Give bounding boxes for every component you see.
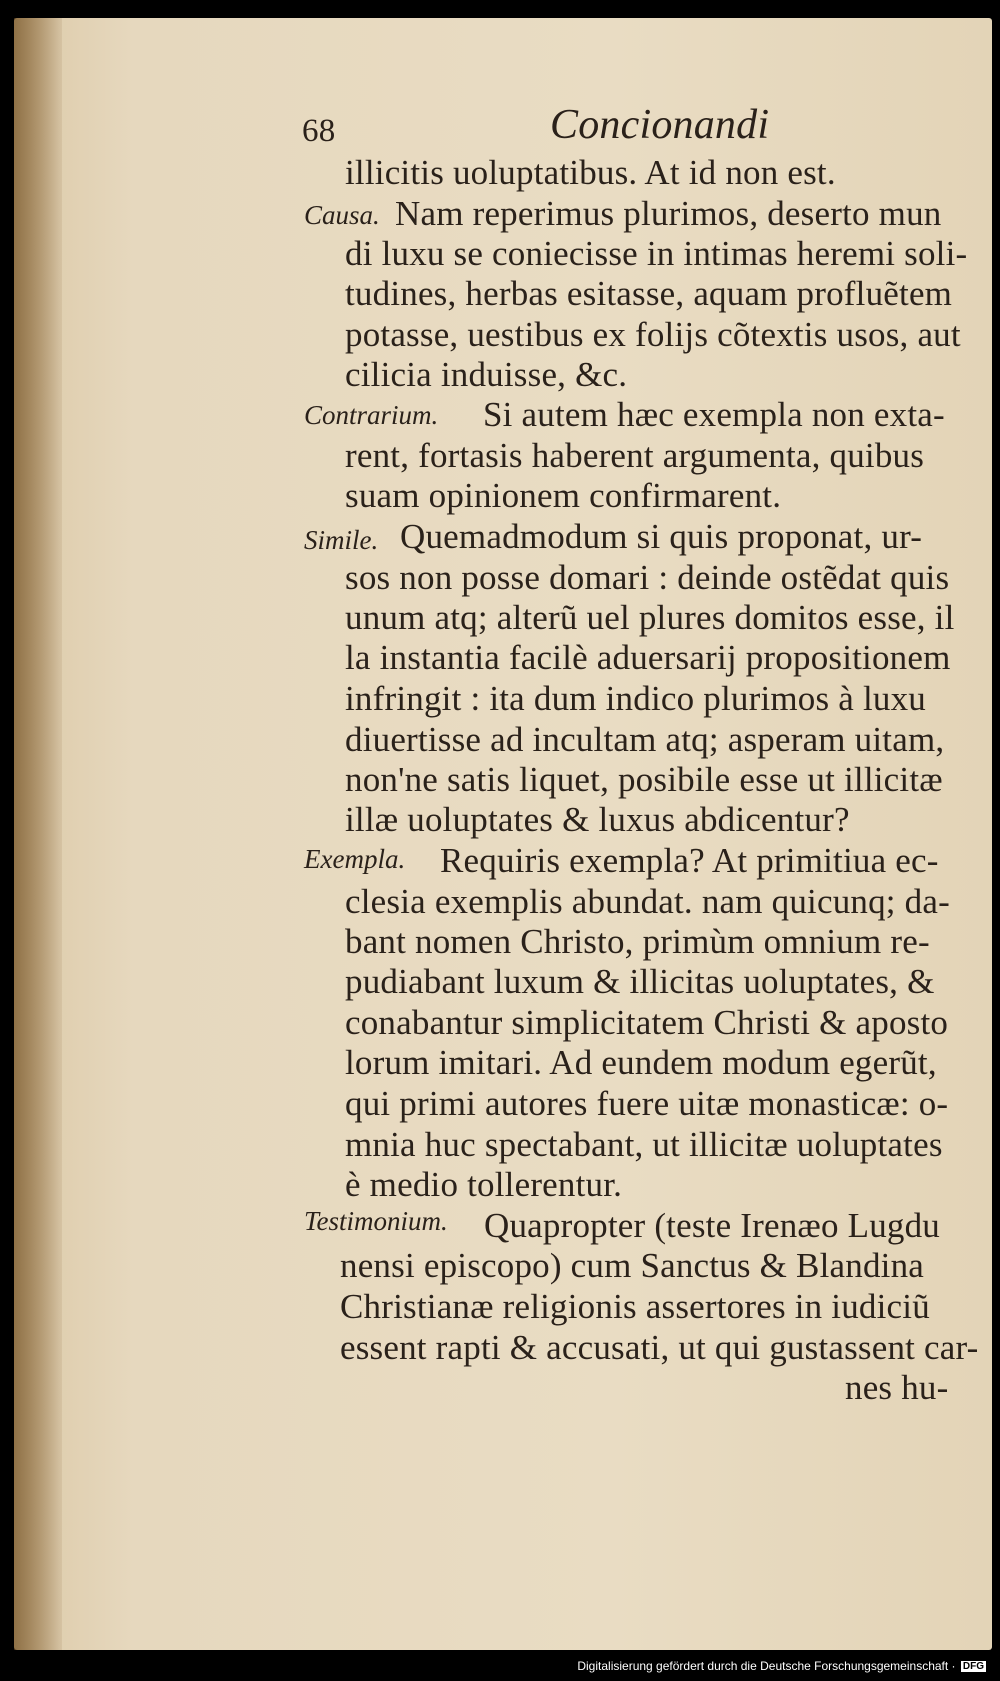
text-line: non'ne satis liquet, posibile esse ut illicitæ (345, 760, 943, 799)
text-line: nensi episcopo) cum Sanctus & Blandina (340, 1246, 925, 1285)
text-line: potasse, uestibus ex folijs cõtextis usos, aut (345, 315, 961, 354)
text-line: nes hu- (845, 1368, 949, 1407)
margin-label-exempla: Exempla. (304, 844, 406, 874)
running-title: Concionandi (550, 102, 770, 148)
text-line: sos non posse domari : deinde ostẽdat quis (345, 558, 950, 597)
margin-label-simile: Simile. (304, 525, 379, 555)
text-line: di luxu se coniecisse in intimas heremi soli- (345, 234, 968, 273)
text-line: diuertisse ad incultam atq; asperam uitam, (345, 720, 945, 759)
margin-label-causa: Causa. (304, 200, 380, 230)
credit-text: Digitalisierung gefördert durch die Deutsche Forschungsgemeinschaft · (577, 1659, 956, 1673)
text-line: illicitis uoluptatibus. At id non est. (345, 153, 836, 192)
text-line: pudiabant luxum & illicitas uoluptates, & (345, 962, 935, 1001)
text-line: tudines, herbas esitasse, aquam profluẽtem (345, 274, 953, 313)
text-line: Si autem hæc exempla non exta- (483, 395, 945, 434)
text-line: è medio tollerentur. (345, 1165, 623, 1204)
text-line: clesia exemplis abundat. nam quicunq; da- (345, 882, 950, 921)
text-line: Requiris exempla? At primitiua ec- (440, 841, 939, 880)
text-line: suam opinionem confirmarent. (345, 476, 782, 515)
text-line: bant nomen Christo, primùm omnium re- (345, 922, 930, 961)
page-number: 68 (302, 113, 336, 149)
text-line: infringit : ita dum indico plurimos à luxu (345, 679, 926, 718)
binding-shadow (14, 18, 62, 1650)
text-line: cilicia induisse, &c. (345, 355, 628, 394)
text-line: unum atq; alterũ uel plures domitos esse, il (345, 598, 955, 637)
text-line: conabantur simplicitatem Christi & aposto (345, 1003, 949, 1042)
text-line: Quapropter (teste Irenæo Lugdu (484, 1206, 940, 1245)
text-line: Nam reperimus plurimos, deserto mun (395, 194, 942, 233)
text-line: qui primi autores fuere uitæ monasticæ: o- (345, 1084, 949, 1123)
text-line: mnia huc spectabant, ut illicitæ uoluptates (345, 1125, 943, 1164)
text-line: rent, fortasis haberent argumenta, quibus (345, 436, 925, 475)
text-line: illæ uoluptates & luxus abdicentur? (345, 800, 850, 839)
text-line: Christianæ religionis assertores in iudiciũ (340, 1287, 930, 1326)
margin-label-contrarium: Contrarium. (304, 400, 439, 430)
text-line: Quemadmodum si quis proponat, ur- (400, 517, 923, 556)
text-line: essent rapti & accusati, ut qui gustassent car- (340, 1328, 979, 1367)
margin-label-testimonium: Testimonium. (304, 1206, 448, 1236)
text-line: la instantia facilè aduersarij propositionem (345, 638, 951, 677)
text-line: lorum imitari. Ad eundem modum egerũt, (345, 1043, 937, 1082)
dfg-logo: DFG (962, 1661, 984, 1673)
digitization-credit (577, 1659, 986, 1673)
